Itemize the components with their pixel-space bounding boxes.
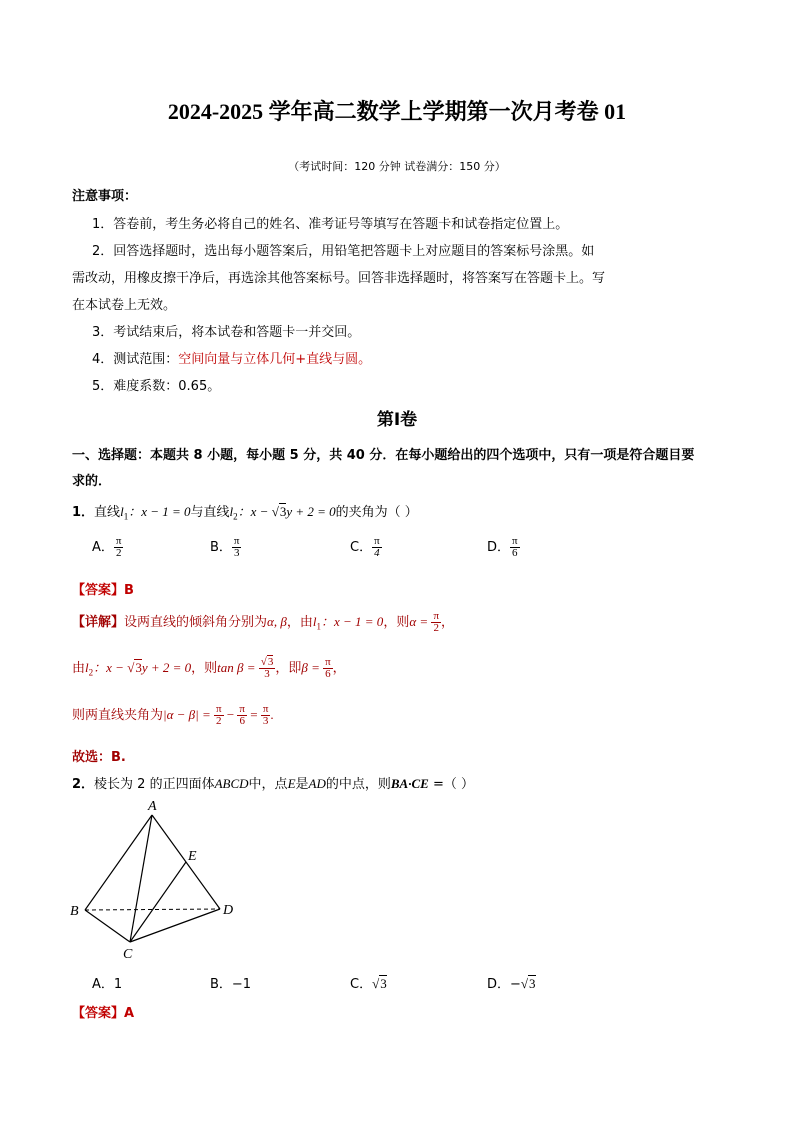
segment-ce [130, 862, 186, 942]
page-title: 2024-2025 学年高二数学上学期第一次月考卷 01 [167, 99, 627, 124]
q2-option-d: D．−√3 [487, 976, 536, 992]
tetrahedron-figure [60, 790, 250, 965]
q1-detail-line-3: 则两直线夹角为|α − β| = $\frac{\pi}{2}$ − $\frac{\pi}{6}$ = $\frac{\pi}{3}$ . [72, 703, 274, 727]
section-intro-line-2: 求的． [72, 474, 112, 489]
note-2-line-2: 需改动，用橡皮擦干净后，再选涂其他答案标号。回答非选择题时，将答案写在答题卡上。写 [72, 271, 606, 286]
vertex-label-b: B [70, 904, 79, 919]
vector-product: BA·CE [390, 776, 429, 791]
edge-bc [85, 910, 130, 942]
section-intro-line-1: 一、选择题：本题共 8 小题，每小题 5 分，共 40 分．在每小题给出的四个选项中，只有一项是符合题目要 [72, 448, 695, 463]
q1-option-a: A． $\frac{\pi}{2}$ [92, 535, 122, 559]
note-2-line-3: 在本试卷上无效。 [72, 298, 177, 313]
q1-detail-line-1: 【详解】设两直线的倾斜角分别为α, β，由$l_1$：x − 1 = 0，则α = $\frac{\pi}{2}$ ， [72, 610, 455, 634]
q2-option-c: C．√3 [350, 976, 387, 992]
edge-ac [130, 815, 152, 942]
question-1-stem: 1．直线$l_1$：x − 1 = 0与直线$l_2$：x − √3y + 2 = 0的夹角为（ ） [72, 504, 418, 522]
q1-answer: 【答案】B [72, 583, 134, 598]
note-1: 1．答卷前，考生务必将自己的姓名、准考证号等填写在答题卡和试卷指定位置上。 [92, 217, 569, 232]
edge-cd [130, 909, 220, 942]
notes-heading: 注意事项： [72, 189, 138, 204]
q1-option-d: D． $\frac{\pi}{6}$ [487, 535, 518, 559]
note-5: 5．难度系数：0.65。 [92, 379, 221, 394]
test-range: 空间向量与立体几何+直线与圆。 [178, 352, 372, 367]
exam-info: （考试时间：120 分钟 试卷满分：150 分） [288, 160, 506, 173]
q2-option-b: B．−1 [210, 977, 252, 992]
note-3: 3．考试结束后，将本试卷和答题卡一并交回。 [92, 325, 361, 340]
note-2-line-1: 2．回答选择题时，选出每小题答案后，用铅笔把答题卡上对应题目的答案标号涂黑。如 [92, 244, 595, 259]
q1-option-c: C． $\frac{\pi}{4}$ [350, 535, 380, 559]
q1-detail-line-2: 由$l_2$：x − √3y + 2 = 0，则tan β = $\frac{√3}{3}$ ，即β = $\frac{\pi}{6}$ ， [72, 656, 346, 680]
point-label-e: E [188, 849, 197, 864]
q1-choice: 故选：B. [72, 750, 126, 765]
note-4: 4．测试范围：空间向量与立体几何+直线与圆。 [92, 352, 372, 367]
edge-ab [85, 815, 152, 910]
q2-answer: 【答案】A [72, 1006, 135, 1021]
q2-option-a: A．1 [92, 977, 123, 992]
vertex-label-a: A [148, 799, 157, 814]
vertex-label-d: D [223, 903, 234, 918]
question-2-stem: 2．棱长为 2 的正四面体ABCD中，点E是AD的中点，则BA·CE =（ ） [72, 776, 474, 792]
vertex-label-c: C [123, 947, 133, 962]
section-heading: 第Ⅰ卷 [376, 410, 418, 430]
q1-option-b: B． $\frac{\pi}{3}$ [210, 535, 240, 559]
